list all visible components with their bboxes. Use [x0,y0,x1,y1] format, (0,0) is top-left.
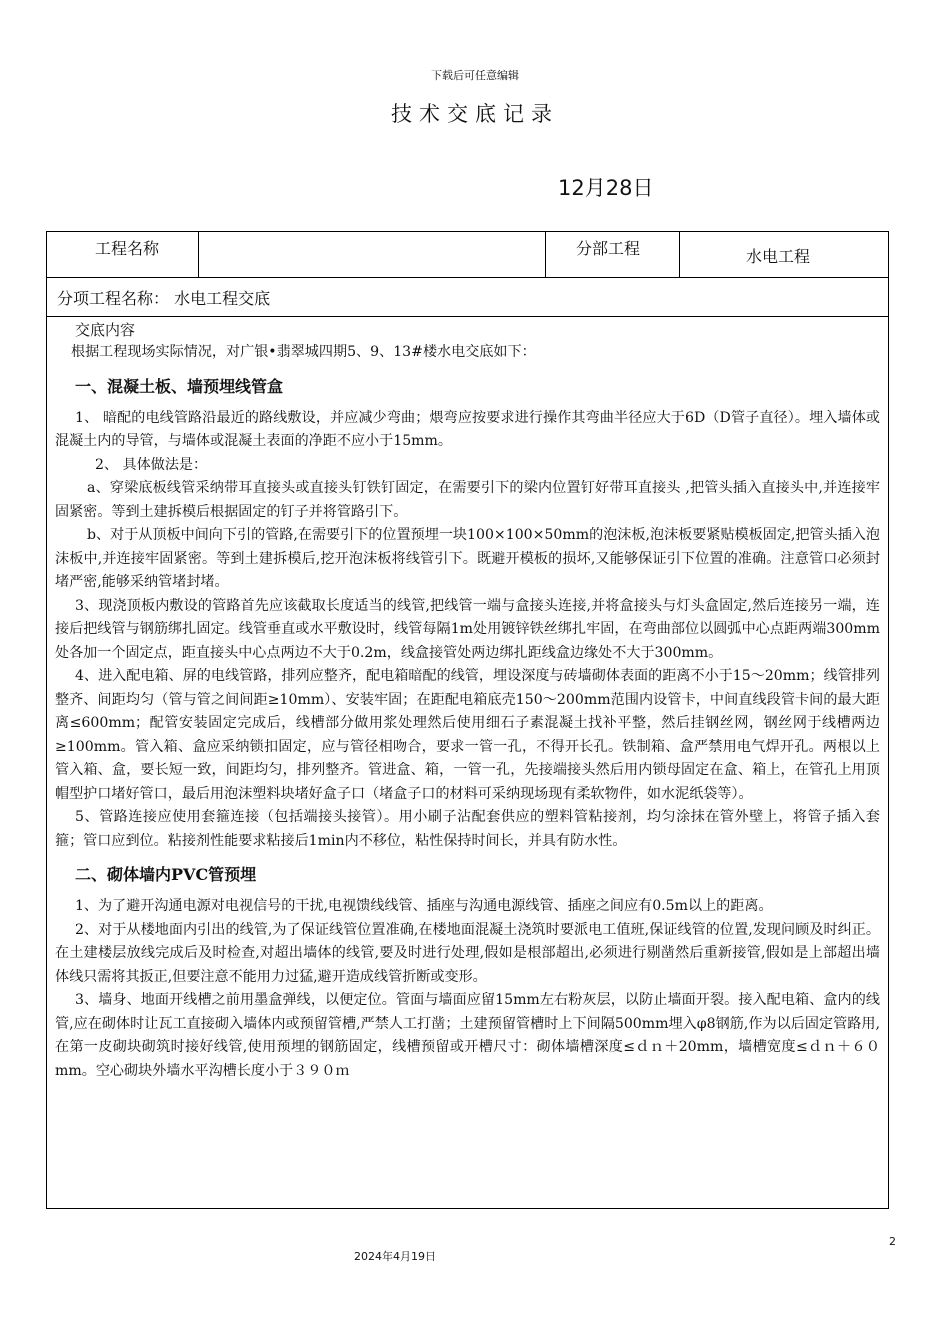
section-2-title: 二、砌体墙内PVC管预埋 [75,865,257,884]
table-row-subitem [47,278,888,317]
section-2-paragraph: 2、对于从楼地面内引出的线管,为了保证线管位置准确,在楼地面混凝土浇筑时要派电工值班,保证线管的位置,发现问顾及时纠正。在土建楼层放线完成后及时检查,对超出墙体的线管,要及时进行处理,假如是根部超出,必须进行剔凿然后重新接管,假如是上部超出墙体线只需将其扳正,但要注意不能用力过猛,避开造成线管折断或变形。 [55,921,880,985]
page-number: 2 [889,1235,896,1248]
section-1-paragraph: 4、进入配电箱、屏的电线管路，排列应整齐，配电箱暗配的线管，埋设深度与砖墙砌体表面的距离不小于15～20mm；线管排列整齐、间距均匀（管与管之间间距≥10mm）、安装牢固；在距配电箱底壳150～200mm范围内设管卡，中间直线段管卡间的最大距离≤600mm；配管安装固定完成后，线槽部分做用浆处理然后使用细石子素混凝土找补平整，然后挂钢丝网，钢丝网于线槽两边≥100mm。管入箱、盒应采纳锁扣固定，应与管径相吻合，要求一管一孔，不得开长孔。铁制箱、盒严禁用电气焊开孔。两根以上管入箱、盒，要长短一致，间距均匀，排列整齐。管进盒、箱，一管一孔，先接端接头然后用内锁母固定在盒、箱上，在管孔上用顶帽型护口堵好管口，最后用泡沫塑料块堵好盒子口（堵盒子口的材料可采纳现场现有柔软物件，如水泥纸袋等）。 [55,668,880,802]
section-1-paragraph: 1、 暗配的电线管路沿最近的路线敷设，并应减少弯曲；煨弯应按要求进行操作其弯曲半径应大于6D（D管子直径）。埋入墙体或混凝土内的导管，与墙体或混凝土表面的净距不应小于15mm。 [55,409,880,449]
content-intro: 根据工程现场实际情况，对广银•翡翠城四期5、9、13#楼水电交底如下： [71,344,536,360]
section-2-paragraph: 3、墙身、地面开线槽之前用墨盒弹线，以便定位。管面与墙面应留15mm左右粉灰层，以防止墙面开裂。接入配电箱、盒内的线管,应在砌体时让瓦工直接砌入墙体内或预留管槽,严禁人工打凿；土建预留管槽时上下间隔500mm埋入φ8钢筋,作为以后固定管路用,在第一皮砌块砌筑时接好线管,使用预埋的钢筋固定，线槽预留或开槽尺寸：砌体墙槽深度≤ｄｎ＋20mm，墙槽宽度≤ｄｎ＋６０ mm。空心砌块外墙水平沟槽长度小于３９０ｍ [55,992,880,1079]
document-date: 12月28日 [558,176,654,200]
content-label: 交底内容 [75,321,136,339]
table-row-project [47,232,888,278]
table-row-content [47,317,888,1208]
header-note: 下载后可任意编辑 [431,69,519,82]
footer-date: 2024年4月19日 [354,1250,436,1263]
project-name-label: 工程名称 [47,232,199,277]
division-label: 分部工程 [546,232,680,277]
disclosure-table [46,231,889,1209]
section-1-paragraph: 2、 具体做法是： [95,456,208,473]
project-name-value [199,232,546,277]
sub-item-name: 分项工程名称： 水电工程交底 [57,289,271,308]
section-1-paragraph: a、穿梁底板线管采纳带耳直接头或直接头钉铁钉固定，在需要引下的梁内位置钉好带耳直接头 ,把管头插入直接头中,并连接牢固紧密。等到土建拆模后根据固定的钉子并将管路引下。 [55,480,880,520]
section-1-title: 一、混凝土板、墙预埋线管盒 [75,376,284,396]
section-1-paragraph: 5、管路连接应使用套箍连接（包括端接头接管）。用小刷子沾配套供应的塑料管粘接剂，均匀涂抹在管外壁上，将管子插入套箍；管口应到位。粘接剂性能要求粘接后1min内不移位，粘性保持时间长，并具有防水性。 [55,809,880,849]
document-title: 技术交底记录 [391,102,559,126]
disclosure-content [47,317,888,1208]
section-1-paragraph: b、对于从顶板中间向下引的管路,在需要引下的位置预埋一块100×100×50mm的泡沫板,泡沫板要紧贴模板固定,把管头插入泡沫板中,并连接牢固紧密。等到土建拆模后,挖开泡沫板将线管引下。既避开模板的损坏,又能够保证引下位置的准确。注意管口必须封堵严密,能够采纳管堵封堵。 [55,527,880,590]
section-1-paragraph: 3、现浇顶板内敷设的管路首先应该截取长度适当的线管,把线管一端与盒接头连接,并将盒接头与灯头盒固定,然后连接另一端，连接后把线管与钢筋绑扎固定。线管垂直或水平敷设时，线管每隔1m处用镀锌铁丝绑扎牢固，在弯曲部位以圆弧中心点距两端300mm处各加一个固定点，距直接头中心点两边不大于0.2m，线盒接管处两边绑扎距线盒边缘处不大于300mm。 [55,597,880,661]
division-value: 水电工程 [746,247,811,266]
section-2-paragraph: 1、为了避开沟通电源对电视信号的干扰,电视馈线线管、插座与沟通电源线管、插座之间应有0.5m以上的距离。 [75,898,773,914]
